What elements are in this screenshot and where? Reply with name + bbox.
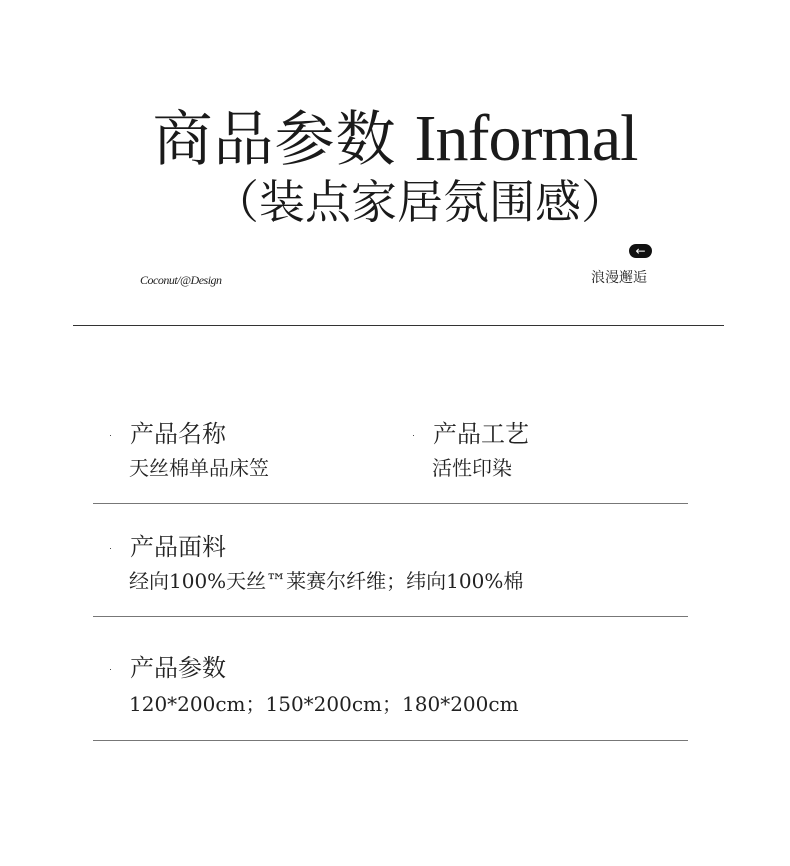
spec-label: · 产品面料 — [108, 533, 226, 561]
divider — [93, 740, 688, 741]
spec-label: · 产品工艺 — [411, 420, 529, 448]
title-cn: 商品参数 — [152, 105, 397, 175]
spec-label: · 产品名称 — [108, 420, 226, 448]
signature: Coconut/@Design — [140, 273, 222, 287]
arrow-left-icon[interactable]: ← — [629, 244, 652, 258]
spec-value: 活性印染 — [432, 456, 512, 480]
title-en: Informal — [414, 102, 638, 175]
subtitle: （装点家居氛围感） — [213, 175, 627, 229]
back-label: 浪漫邂逅 — [591, 270, 647, 286]
divider — [93, 503, 688, 504]
divider — [93, 616, 688, 617]
spec-value: 经向100%天丝™莱赛尔纤维；纬向100%棉 — [129, 569, 524, 593]
spec-value: 120*200cm；150*200cm；180*200cm — [129, 692, 519, 716]
divider — [73, 325, 724, 326]
spec-value: 天丝棉单品床笠 — [129, 456, 269, 480]
spec-label: · 产品参数 — [108, 654, 226, 682]
